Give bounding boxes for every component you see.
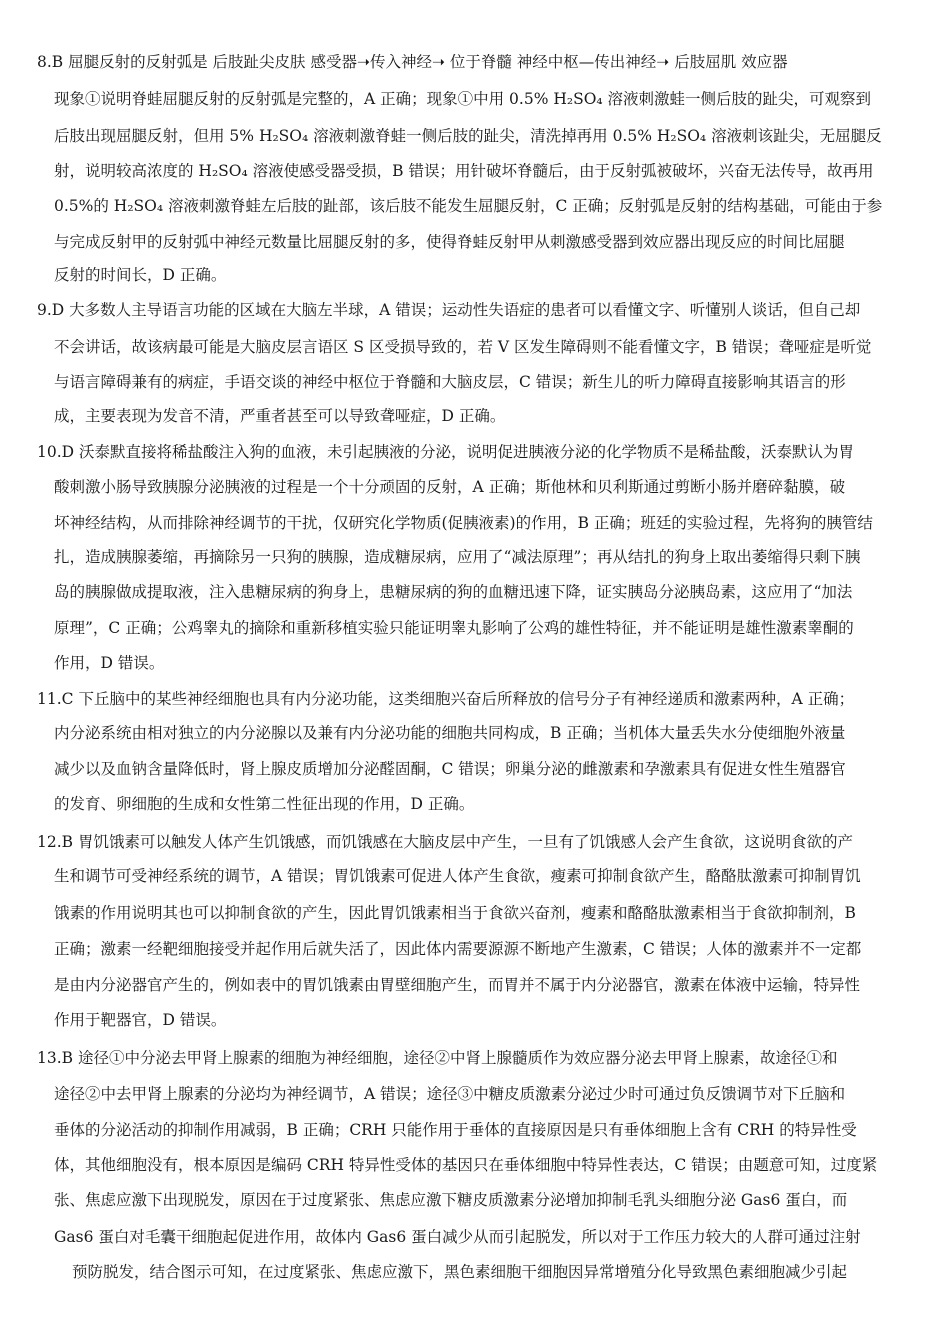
item-11-line-4: 的发育、卵细胞的生成和女性第二性征出现的作用，D 正确。 (54, 795, 475, 813)
item-9-number: 9.D (37, 301, 65, 319)
item-9-line-2: 不会讲话，故该病最可能是大脑皮层言语区 S 区受损导致的，若 V 区发生障碍则不能看懂文字，B 错误；聋哑症是听觉 (54, 338, 872, 356)
item-8-line-2: 现象①说明脊蛙屈腿反射的反射弧是完整的，A 正确；现象①中用 0.5% H₂SO₄ 溶液刺激蛙一侧后肢的趾尖，可观察到 (54, 90, 872, 108)
item-12-line-5: 是由内分泌器官产生的，例如表中的胃饥饿素由胃壁细胞产生，而胃并不属于内分泌器官，激素在体液中运输，特异性 (54, 976, 861, 994)
item-13-line-4: 体，其他细胞没有，根本原因是编码 CRH 特异性受体的基因只在垂体细胞中特异性表达，C 错误；由题意可知，过度紧 (54, 1156, 878, 1174)
item-8-line-5: 0.5%的 H₂SO₄ 溶液刺激脊蛙左后肢的趾部，该后肢不能发生屈腿反射，C 正确；反射弧是反射的结构基础，可能由于参 (54, 197, 883, 215)
item-10-line-5: 岛的胰腺做成提取液，注入患糖尿病的狗身上，患糖尿病的狗的血糖迅速下降，证实胰岛分泌胰岛素，这应用了“加法 (54, 583, 853, 601)
item-13-line-2: 途径②中去甲肾上腺素的分泌均为神经调节，A 错误；途径③中糖皮质激素分泌过少时可通过负反馈调节对下丘脑和 (54, 1085, 846, 1103)
item-13-line-7: 预防脱发，结合图示可知，在过度紧张、焦虑应激下，黑色素细胞干细胞因异常增殖分化导致黑色素细胞减少引起 (72, 1263, 848, 1281)
item-9-line-1: 9.D 大多数人主导语言功能的区域在大脑左半球，A 错误；运动性失语症的患者可以看懂文字、听懂别人谈话，但自己却 (37, 301, 861, 319)
item-11-line-1: 11.C 下丘脑中的某些神经细胞也具有内分泌功能，这类细胞兴奋后所释放的信号分子有神经递质和激素两种，A 正确； (37, 690, 855, 708)
item-8-line-1: 8.B 屈腿反射的反射弧是 后肢趾尖皮肤 感受器➝传入神经➝ 位于脊髓 神经中枢—传出神经➝ 后肢屈肌 效应器 (37, 53, 788, 71)
item-13-line-6: Gas6 蛋白对毛囊干细胞起促进作用，故体内 Gas6 蛋白减少从而引起脱发，所以对于工作压力较大的人群可通过注射 (54, 1228, 861, 1246)
item-12-line-1: 12.B 胃饥饿素可以触发人体产生饥饿感，而饥饿感在大脑皮层中产生，一旦有了饥饿感人会产生食欲，这说明食欲的产 (37, 833, 853, 851)
item-11-number: 11.C (37, 690, 74, 708)
item-11-line-2: 内分泌系统由相对独立的内分泌腺以及兼有内分泌功能的细胞共同构成，B 正确；当机体大量丢失水分使细胞外液量 (54, 724, 846, 742)
item-9-line-3: 与语言障碍兼有的病症，手语交谈的神经中枢位于脊髓和大脑皮层，C 错误；新生儿的听力障碍直接影响其语言的形 (54, 373, 846, 391)
item-10-line-3: 坏神经结构，从而排除神经调节的干扰，仅研究化学物质(促胰液素)的作用，B 正确；班廷的实验过程，先将狗的胰管结 (54, 514, 873, 532)
item-13-line-3: 垂体的分泌活动的抑制作用减弱，B 正确；CRH 只能作用于垂体的直接原因是只有垂体细胞上含有 CRH 的特异性受 (54, 1121, 857, 1139)
item-12-line-6: 作用于靶器官，D 错误。 (54, 1011, 227, 1029)
item-10-line-6: 原理”，C 正确；公鸡睾丸的摘除和重新移植实验只能证明睾丸影响了公鸡的雄性特征，并不能证明是雄性激素睾酮的 (54, 619, 854, 637)
item-10-line-4: 扎，造成胰腺萎缩，再摘除另一只狗的胰腺，造成糖尿病，应用了“减法原理”；再从结扎的狗身上取出萎缩得只剩下胰 (54, 548, 861, 566)
item-10-line-7: 作用，D 错误。 (54, 654, 165, 672)
item-8-line-3: 后肢出现屈腿反射，但用 5% H₂SO₄ 溶液刺激脊蛙一侧后肢的趾尖，清洗掉再用 0.5% H₂SO₄ 溶液刺该趾尖，无屈腿反 (54, 127, 882, 145)
item-8-line-4: 射，说明较高浓度的 H₂SO₄ 溶液使感受器受损，B 错误；用针破坏脊髓后，由于反射弧被破坏，兴奋无法传导，故再用 (54, 162, 874, 180)
item-8-line-6: 与完成反射甲的反射弧中神经元数量比屈腿反射的多，使得脊蛙反射甲从刺激感受器到效应器出现反应的时间比屈腿 (54, 233, 845, 251)
item-13-number: 13.B (37, 1049, 74, 1067)
item-13-line-5: 张、焦虑应激下出现脱发，原因在于过度紧张、焦虑应激下糖皮质激素分泌增加抑制毛乳头细胞分泌 Gas6 蛋白，而 (54, 1191, 848, 1209)
item-8-number: 8.B (37, 53, 64, 71)
item-8-line-7: 反射的时间长，D 正确。 (54, 266, 227, 284)
item-11-line-3: 减少以及血钠含量降低时，肾上腺皮质增加分泌醛固酮，C 错误；卵巢分泌的雌激素和孕激素具有促进女性生殖器官 (54, 760, 846, 778)
item-12-line-4: 正确；激素一经靶细胞接受并起作用后就失活了，因此体内需要源源不断地产生激素，C 错误；人体的激素并不一定都 (54, 940, 862, 958)
item-10-number: 10.D (37, 443, 75, 461)
item-9-line-4: 成，主要表现为发音不清，严重者甚至可以导致聋哑症，D 正确。 (54, 407, 506, 425)
item-13-line-1: 13.B 途径①中分泌去甲肾上腺素的细胞为神经细胞，途径②中肾上腺髓质作为效应器分泌去甲肾上腺素，故途径①和 (37, 1049, 838, 1067)
item-10-line-2: 酸刺激小肠导致胰腺分泌胰液的过程是一个十分顽固的反射，A 正确；斯他林和贝利斯通过剪断小肠并磨碎黏膜，破 (54, 478, 846, 496)
item-10-line-1: 10.D 沃泰默直接将稀盐酸注入狗的血液，未引起胰液的分泌，说明促进胰液分泌的化学物质不是稀盐酸，沃泰默认为胃 (37, 443, 855, 461)
item-12-line-3: 饿素的作用说明其也可以抑制食欲的产生，因此胃饥饿素相当于食欲兴奋剂，瘦素和酪酪肽激素相当于食欲抑制剂，B (54, 904, 856, 922)
item-12-line-2: 生和调节可受神经系统的调节，A 错误；胃饥饿素可促进人体产生食欲，瘦素可抑制食欲产生，酪酪肽激素可抑制胃饥 (54, 867, 861, 885)
item-12-number: 12.B (37, 833, 74, 851)
